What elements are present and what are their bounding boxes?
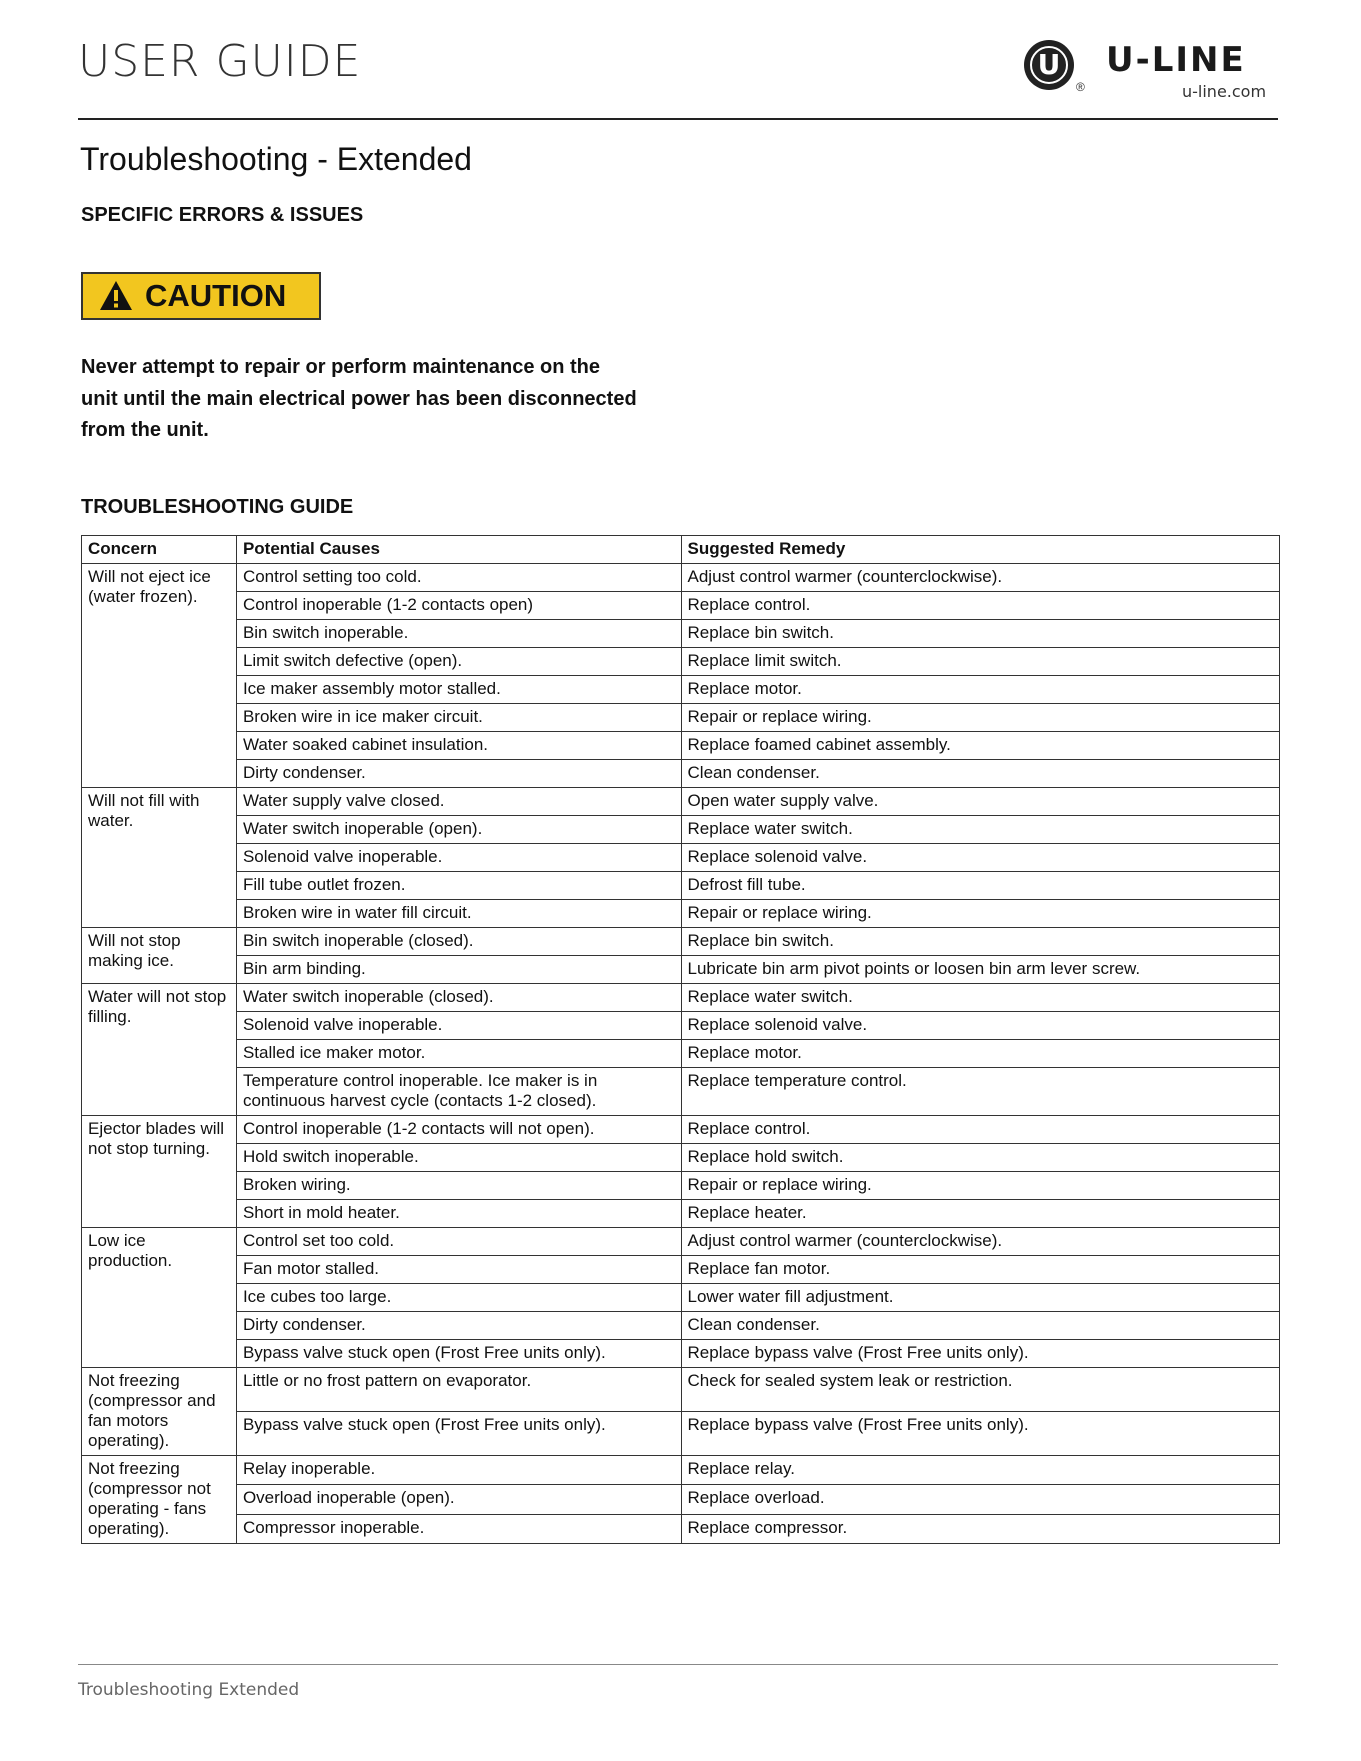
remedy-cell: Adjust control warmer (counterclockwise). bbox=[681, 564, 1279, 592]
table-row bbox=[82, 1012, 1280, 1040]
remedy-cell: Replace fan motor. bbox=[681, 1256, 1279, 1284]
table-row bbox=[82, 872, 1280, 900]
table-row bbox=[82, 676, 1280, 704]
remedy-cell: Replace water switch. bbox=[681, 984, 1279, 1012]
footer-divider bbox=[78, 1664, 1278, 1665]
remedy-cell: Replace hold switch. bbox=[681, 1144, 1279, 1172]
cause-cell: Broken wire in water fill circuit. bbox=[236, 900, 681, 928]
cause-cell: Dirty condenser. bbox=[236, 760, 681, 788]
column-header-concern: Concern bbox=[82, 536, 237, 564]
table-row bbox=[82, 648, 1280, 676]
cause-cell: Fill tube outlet frozen. bbox=[236, 872, 681, 900]
cause-cell: Water switch inoperable (open). bbox=[236, 816, 681, 844]
table-row bbox=[82, 1116, 1280, 1144]
table-header-row bbox=[82, 536, 1280, 564]
remedy-cell: Replace control. bbox=[681, 1116, 1279, 1144]
remedy-cell: Replace foamed cabinet assembly. bbox=[681, 732, 1279, 760]
remedy-cell: Replace compressor. bbox=[681, 1514, 1279, 1543]
concern-cell: Not freezing (compressor and fan motors operating). bbox=[82, 1368, 237, 1456]
remedy-cell: Replace motor. bbox=[681, 676, 1279, 704]
cause-cell: Control inoperable (1-2 contacts open) bbox=[236, 592, 681, 620]
table-row bbox=[82, 1284, 1280, 1312]
cause-cell: Bypass valve stuck open (Frost Free units only). bbox=[236, 1340, 681, 1368]
cause-cell: Bin arm binding. bbox=[236, 956, 681, 984]
table-row bbox=[82, 1340, 1280, 1368]
cause-cell: Fan motor stalled. bbox=[236, 1256, 681, 1284]
remedy-cell: Lubricate bin arm pivot points or loosen bin arm lever screw. bbox=[681, 956, 1279, 984]
table-row bbox=[82, 704, 1280, 732]
table-row bbox=[82, 816, 1280, 844]
remedy-cell: Defrost fill tube. bbox=[681, 872, 1279, 900]
table-row bbox=[82, 620, 1280, 648]
remedy-cell: Replace relay. bbox=[681, 1456, 1279, 1485]
brand-logo bbox=[1020, 36, 1280, 106]
remedy-cell: Replace overload. bbox=[681, 1485, 1279, 1514]
concern-cell: Low ice production. bbox=[82, 1228, 237, 1368]
table-row bbox=[82, 1068, 1280, 1116]
cause-cell: Short in mold heater. bbox=[236, 1200, 681, 1228]
troubleshooting-table bbox=[81, 535, 1280, 1544]
concern-cell: Not freezing (compressor not operating - fans operating). bbox=[82, 1456, 237, 1544]
cause-cell: Stalled ice maker motor. bbox=[236, 1040, 681, 1068]
cause-cell: Bin switch inoperable (closed). bbox=[236, 928, 681, 956]
brand-name: U-LINE bbox=[1106, 40, 1246, 80]
remedy-cell: Repair or replace wiring. bbox=[681, 900, 1279, 928]
cause-cell: Dirty condenser. bbox=[236, 1312, 681, 1340]
concern-cell: Water will not stop filling. bbox=[82, 984, 237, 1116]
cause-cell: Water soaked cabinet insulation. bbox=[236, 732, 681, 760]
table-row bbox=[82, 1312, 1280, 1340]
cause-cell: Little or no frost pattern on evaporator. bbox=[236, 1368, 681, 1412]
header-divider bbox=[78, 118, 1278, 120]
cause-cell: Water supply valve closed. bbox=[236, 788, 681, 816]
table-row bbox=[82, 1368, 1280, 1412]
remedy-cell: Replace solenoid valve. bbox=[681, 1012, 1279, 1040]
cause-cell: Ice maker assembly motor stalled. bbox=[236, 676, 681, 704]
cause-cell: Control inoperable (1-2 contacts will not open). bbox=[236, 1116, 681, 1144]
cause-cell: Broken wire in ice maker circuit. bbox=[236, 704, 681, 732]
remedy-cell: Replace heater. bbox=[681, 1200, 1279, 1228]
cause-cell: Ice cubes too large. bbox=[236, 1284, 681, 1312]
cause-cell: Relay inoperable. bbox=[236, 1456, 681, 1485]
cause-cell: Control set too cold. bbox=[236, 1228, 681, 1256]
table-row bbox=[82, 1144, 1280, 1172]
concern-cell: Will not eject ice (water frozen). bbox=[82, 564, 237, 788]
remedy-cell: Replace bypass valve (Frost Free units only). bbox=[681, 1340, 1279, 1368]
remedy-cell: Replace bin switch. bbox=[681, 928, 1279, 956]
table-row bbox=[82, 928, 1280, 956]
cause-cell: Water switch inoperable (closed). bbox=[236, 984, 681, 1012]
cause-cell: Compressor inoperable. bbox=[236, 1514, 681, 1543]
table-row bbox=[82, 788, 1280, 816]
cause-cell: Broken wiring. bbox=[236, 1172, 681, 1200]
remedy-cell: Clean condenser. bbox=[681, 760, 1279, 788]
remedy-cell: Adjust control warmer (counterclockwise). bbox=[681, 1228, 1279, 1256]
table-row bbox=[82, 900, 1280, 928]
remedy-cell: Clean condenser. bbox=[681, 1312, 1279, 1340]
cause-cell: Hold switch inoperable. bbox=[236, 1144, 681, 1172]
table-row bbox=[82, 1256, 1280, 1284]
table-row bbox=[82, 1228, 1280, 1256]
remedy-cell: Open water supply valve. bbox=[681, 788, 1279, 816]
table-row bbox=[82, 564, 1280, 592]
cause-cell: Overload inoperable (open). bbox=[236, 1485, 681, 1514]
guide-title: TROUBLESHOOTING GUIDE bbox=[81, 496, 354, 518]
remedy-cell: Repair or replace wiring. bbox=[681, 1172, 1279, 1200]
cause-cell: Solenoid valve inoperable. bbox=[236, 1012, 681, 1040]
column-header-causes: Potential Causes bbox=[236, 536, 681, 564]
remedy-cell: Replace water switch. bbox=[681, 816, 1279, 844]
table-row bbox=[82, 956, 1280, 984]
table-row bbox=[82, 984, 1280, 1012]
remedy-cell: Replace bin switch. bbox=[681, 620, 1279, 648]
table-row bbox=[82, 1172, 1280, 1200]
column-header-remedy: Suggested Remedy bbox=[681, 536, 1279, 564]
caution-label: CAUTION bbox=[145, 278, 287, 313]
remedy-cell: Replace control. bbox=[681, 592, 1279, 620]
caution-message: Never attempt to repair or perform maintenance on the unit until the main electrical power has been disconnected from the unit. bbox=[81, 356, 637, 441]
table-row bbox=[82, 844, 1280, 872]
remedy-cell: Replace bypass valve (Frost Free units only). bbox=[681, 1412, 1279, 1456]
remedy-cell: Replace limit switch. bbox=[681, 648, 1279, 676]
table-row bbox=[82, 1040, 1280, 1068]
table-row bbox=[82, 1412, 1280, 1456]
cause-cell: Control setting too cold. bbox=[236, 564, 681, 592]
u-line-logo-icon: U bbox=[1024, 40, 1074, 90]
table-row bbox=[82, 1200, 1280, 1228]
caution-badge bbox=[81, 272, 321, 320]
cause-cell: Limit switch defective (open). bbox=[236, 648, 681, 676]
remedy-cell: Replace solenoid valve. bbox=[681, 844, 1279, 872]
table-body bbox=[82, 564, 1280, 1544]
warning-triangle-icon bbox=[99, 279, 133, 313]
footer-label: Troubleshooting Extended bbox=[78, 1680, 300, 1700]
table-row bbox=[82, 1456, 1280, 1485]
concern-cell: Will not stop making ice. bbox=[82, 928, 237, 984]
cause-cell: Bin switch inoperable. bbox=[236, 620, 681, 648]
table-row bbox=[82, 1514, 1280, 1543]
concern-cell: Will not fill with water. bbox=[82, 788, 237, 928]
table-row bbox=[82, 1485, 1280, 1514]
remedy-cell: Replace motor. bbox=[681, 1040, 1279, 1068]
cause-cell: Bypass valve stuck open (Frost Free units only). bbox=[236, 1412, 681, 1456]
table-row bbox=[82, 592, 1280, 620]
brand-url: u-line.com bbox=[1182, 82, 1267, 101]
section-subheading: SPECIFIC ERRORS & ISSUES bbox=[81, 204, 364, 226]
registered-mark: ® bbox=[1076, 80, 1085, 94]
table-row bbox=[82, 732, 1280, 760]
remedy-cell: Lower water fill adjustment. bbox=[681, 1284, 1279, 1312]
remedy-cell: Check for sealed system leak or restriction. bbox=[681, 1368, 1279, 1412]
cause-cell: Solenoid valve inoperable. bbox=[236, 844, 681, 872]
cause-cell: Temperature control inoperable. Ice maker is in continuous harvest cycle (contacts 1-2 closed). bbox=[236, 1068, 681, 1116]
page-heading: Troubleshooting - Extended bbox=[80, 141, 472, 177]
remedy-cell: Replace temperature control. bbox=[681, 1068, 1279, 1116]
remedy-cell: Repair or replace wiring. bbox=[681, 704, 1279, 732]
document-title: USER GUIDE bbox=[78, 36, 362, 87]
table-row bbox=[82, 760, 1280, 788]
concern-cell: Ejector blades will not stop turning. bbox=[82, 1116, 237, 1228]
